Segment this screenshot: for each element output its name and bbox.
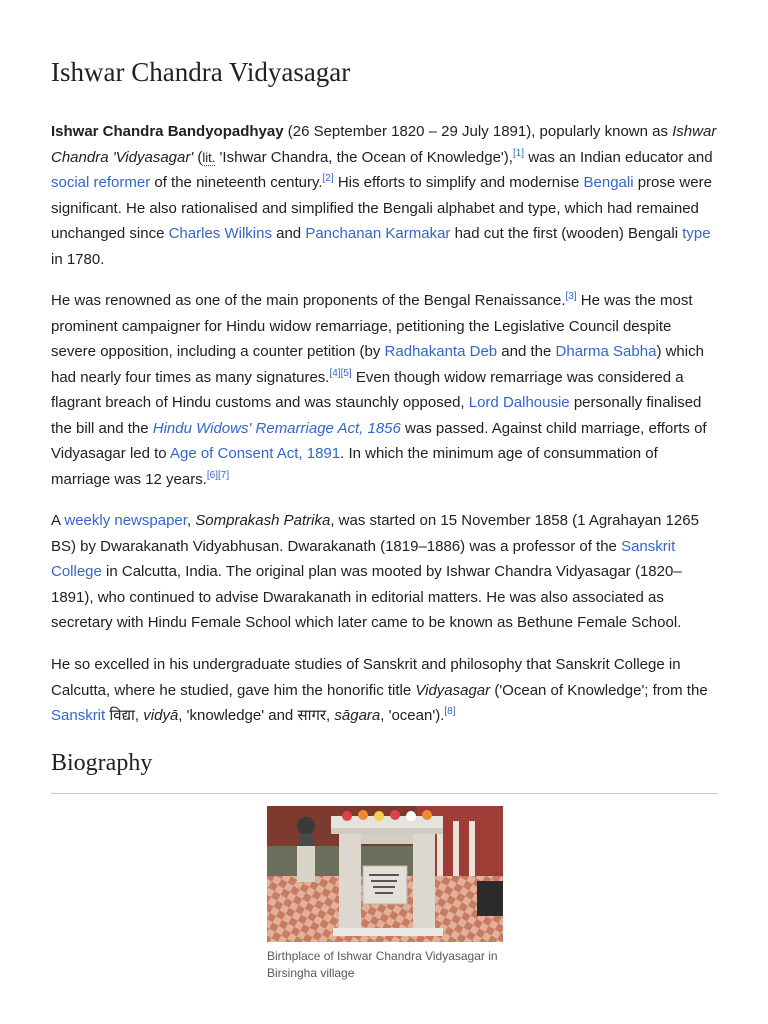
link-widows-remarriage-act[interactable] [153,420,401,437]
link-charles-wilkins[interactable]: Charles Wilkins [168,225,272,242]
honorific-title: Vidyasagar [415,681,491,699]
link-sanskrit[interactable]: Sanskrit [51,707,106,724]
citation-link[interactable]: [8] [444,706,456,717]
birthplace-photo[interactable] [267,806,503,942]
citation-link[interactable]: [3] [565,291,577,302]
text: Even though widow remarriage was considered a flagrant breach of Hindu customs and was staunchly opposed, [51,368,684,411]
newspaper-paragraph [51,508,718,636]
text: , [186,512,196,529]
text: A [51,512,65,529]
text: He so excelled in his undergraduate studies of Sanskrit and philosophy that Sanskrit College in Calcutta, where he studied, gave him the honorific title [51,656,681,699]
sagara-term: sāgara [334,707,381,724]
section-heading-biography: Biography [51,750,153,776]
text: was an Indian educator and [524,148,713,166]
link-weekly-newspaper[interactable]: weekly newspaper [64,512,187,529]
text: , 'knowledge' and सागर, [178,707,335,724]
newspaper-name: Somprakash Patrika [195,512,331,529]
text: and [271,225,306,242]
text: , was started on 15 November 1858 (1 Agrahayan 1265 BS) by Dwarakanath Vidyabhusan. Dwarakanath (1819–1886) was a professor of the [51,512,699,555]
text: of the nineteenth century. [150,174,323,191]
link-lord-dalhousie[interactable]: Lord Dalhousie [468,394,570,411]
text: personally finalised the bill and the [51,394,702,437]
text: His efforts to simplify and modernise [333,174,584,191]
text: , 'ocean'). [380,707,445,724]
text: He was renowned as one of the main proponents of the Bengal Renaissance. [51,292,566,309]
citation-link[interactable]: [2] [322,173,334,184]
text: . In which the minimum age of consummation of marriage was 12 years. [51,445,658,488]
link-dharma-sabha[interactable]: Dharma Sabha [555,343,657,360]
link-panchanan-karmakar[interactable]: Panchanan Karmakar [305,225,451,242]
text: was passed. Against child marriage, efforts of Vidyasagar led to [51,419,707,462]
subject-name: Ishwar Chandra Bandyopadhyay [51,123,284,140]
section-divider [51,793,718,794]
text: ( [193,148,203,166]
figure-caption: Birthplace of Ishwar Chandra Vidyasagar in Birsingha village [267,949,498,980]
text: in 1780. [51,250,105,268]
text: ) which had nearly four times as many signatures. [51,343,704,386]
title-paragraph [51,652,718,729]
figure [267,806,503,982]
renaissance-paragraph [51,288,718,492]
text: He was the most prominent campaigner for Hindu widow remarriage, petitioning the Legislative Council despite severe opposition, including a counter petition (by [51,292,693,360]
text: in Calcutta, India. The original plan was mooted by Ishwar Chandra Vidyasagar (1820–1891), who continued to advise Dwarakanath in editorial matters. He was also associated as secretary with Hindu Female School which later came to be known as Bethune Female School. [51,563,682,631]
link-sanskrit-college[interactable]: Sanskrit College [51,537,676,580]
popular-name: Ishwar Chandra 'Vidyasagar' [51,123,717,166]
page-title: Ishwar Chandra Vidyasagar [51,57,351,87]
text: and the [497,343,556,360]
vidya-term: vidyā [143,707,179,724]
link-type[interactable]: type [682,225,711,242]
intro-paragraph [51,119,718,272]
citation-link[interactable]: [4][5] [329,367,352,379]
link-social-reformer[interactable]: social reformer [51,174,151,191]
link-bengali[interactable]: Bengali [583,174,634,191]
lit-abbreviation: lit. [202,149,216,165]
text: prose were significant. He also rationalised and simplified the Bengali alphabet and type, which had remained unchanged since [51,174,712,242]
citation-link[interactable]: [6][7] [206,469,230,481]
link-text[interactable]: Hindu Widows' Remarriage Act, 1856 [152,419,401,437]
text: had cut the first (wooden) Bengali [450,225,683,242]
citation-link[interactable]: [1] [512,147,525,159]
link-age-of-consent-act[interactable]: Age of Consent Act, 1891 [169,445,341,462]
text: (26 September 1820 – 29 July 1891), popularly known as [283,123,673,140]
text: 'Ishwar Chandra, the Ocean of Knowledge'), [215,148,513,166]
text: विद्या, [105,707,144,724]
link-radhakanta-deb[interactable]: Radhakanta Deb [384,343,498,360]
text: ('Ocean of Knowledge'; from the [490,681,708,699]
